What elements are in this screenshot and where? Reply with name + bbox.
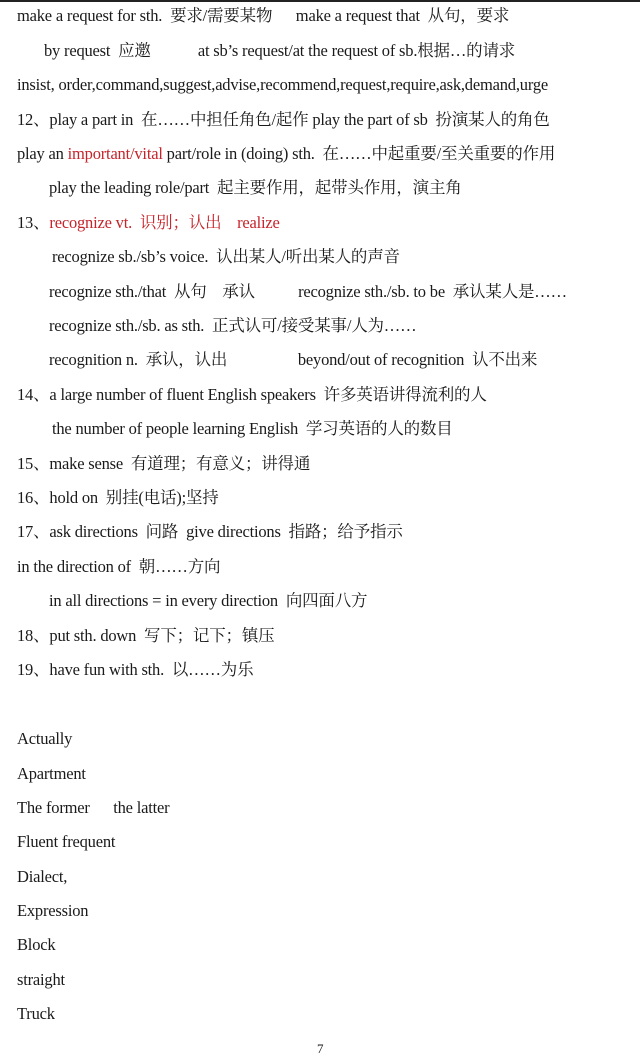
line-text: play the leading role/part 起主要作用，起带头作用，演主角 xyxy=(49,178,462,197)
text-line xyxy=(17,385,487,405)
text-line xyxy=(52,419,453,439)
line-text: recognize sth./sb. as sth. 正式认可/接受某事/人为…… xyxy=(49,316,417,335)
vocab-word xyxy=(17,729,72,749)
vocab-word xyxy=(17,798,169,818)
page-number: 7 xyxy=(317,1041,324,1056)
top-rule xyxy=(0,0,640,2)
vocab-word xyxy=(17,867,67,887)
text-line xyxy=(17,626,274,646)
line-text: 15、make sense 有道理；有意义；讲得通 xyxy=(17,454,311,473)
text-line xyxy=(17,6,509,26)
line-text: play an xyxy=(17,144,68,163)
line-text: in all directions = in every direction 向四面八方 xyxy=(49,591,368,610)
text-line xyxy=(17,488,219,508)
line-text: The former the latter xyxy=(17,798,170,817)
line-text: Truck xyxy=(17,1004,55,1023)
line-text: part/role in (doing) sth. 在……中起重要/至关重要的作用 xyxy=(162,144,556,163)
line-text: Dialect, xyxy=(17,867,68,886)
text-line xyxy=(17,660,253,680)
line-text: Block xyxy=(17,935,56,954)
text-line xyxy=(49,591,367,611)
text-line xyxy=(44,41,515,61)
line-text: Apartment xyxy=(17,764,86,783)
highlight-text: important/vital xyxy=(67,144,163,163)
line-text: recognize sb./sb’s voice. 认出某人/听出某人的声音 xyxy=(52,247,400,266)
text-line xyxy=(49,316,416,336)
line-text: insist, order,command,suggest,advise,recommend,request,require,ask,demand,urge xyxy=(17,75,548,94)
text-line xyxy=(17,110,550,130)
line-text: make a request for sth. 要求/需要某物 make a request that 从句，要求 xyxy=(17,6,510,25)
vocab-word xyxy=(17,970,65,990)
line-text: Expression xyxy=(17,901,89,920)
line-text: 19、have fun with sth. 以……为乐 xyxy=(17,660,254,679)
text-line xyxy=(17,454,310,474)
line-text: recognition n. 承认，认出 beyond/out of recognition 认不出来 xyxy=(49,350,538,369)
line-text: 18、put sth. down 写下；记下；镇压 xyxy=(17,626,275,645)
line-text: the number of people learning English 学习英语的人的数目 xyxy=(52,419,453,438)
line-text: recognize sth./that 从句 承认 recognize sth./sb. to be 承认某人是…… xyxy=(49,282,567,301)
line-text: 17、ask directions 问路 give directions 指路；给予指示 xyxy=(17,522,403,541)
text-line xyxy=(52,247,400,267)
vocab-word xyxy=(17,935,55,955)
text-line xyxy=(17,213,280,233)
line-text: straight xyxy=(17,970,65,989)
text-line xyxy=(49,282,567,302)
highlight-text: recognize vt. 识别；认出 realize xyxy=(49,213,280,232)
line-text: Fluent frequent xyxy=(17,832,116,851)
vocab-word xyxy=(17,764,86,784)
text-line xyxy=(49,178,462,198)
line-text: in the direction of 朝……方向 xyxy=(17,557,221,576)
vocab-word xyxy=(17,832,115,852)
text-line xyxy=(49,350,537,370)
line-text: 13、 xyxy=(17,213,50,232)
text-line xyxy=(17,522,403,542)
text-line xyxy=(17,144,555,164)
line-text: 12、play a part in 在……中担任角色/起作 play the part of sb 扮演某人的角色 xyxy=(17,110,550,129)
line-text: 14、a large number of fluent English speakers 许多英语讲得流利的人 xyxy=(17,385,487,404)
line-text: 16、hold on 别挂(电话);坚持 xyxy=(17,488,219,507)
vocab-word xyxy=(17,1004,55,1024)
line-text: by request 应邀 at sb’s request/at the request of sb.根据…的请求 xyxy=(44,41,516,60)
text-line xyxy=(17,557,220,577)
text-line xyxy=(17,75,548,95)
line-text: Actually xyxy=(17,729,73,748)
vocab-word xyxy=(17,901,88,921)
